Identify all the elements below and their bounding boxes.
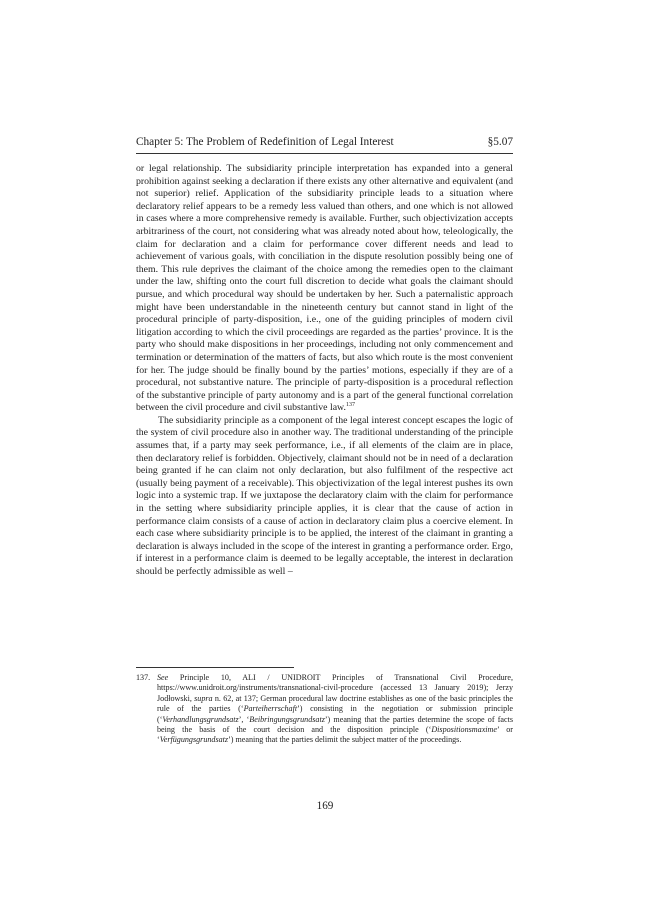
footnote-rule	[136, 667, 294, 668]
footnote	[136, 673, 513, 746]
footnote-term: Parteiherrschaft	[243, 704, 298, 714]
footnote-segment: ’) consisting in the negotiation or submission principle (‘	[157, 704, 513, 724]
paragraph	[136, 163, 513, 415]
footnote-segment: Principle 10, ALI / UNIDROIT Principles of Transnational Civil Procedure, https://www.unidroit.org/instruments/transnational-civil-procedure (accessed 13 January 2019); Jerzy Jodłowski,	[157, 673, 513, 703]
chapter-title: Chapter 5: The Problem of Redefinition of Legal Interest	[136, 136, 394, 148]
footnote-term: Verhandlungsgrundsatz	[162, 714, 239, 724]
footnote-segment: ’) meaning that the parties delimit the subject matter of the proceedings.	[228, 735, 462, 745]
footnote-segment: ’ or ‘	[157, 725, 513, 745]
header-rule	[136, 153, 513, 154]
section-number: §5.07	[487, 136, 513, 148]
footnote-segment: ’, ‘	[238, 714, 250, 724]
footnote-term: Verfügungsgrundsatz	[159, 735, 229, 745]
footnote-segment: n. 62, at 137; German procedural law doctrine establishes as one of the basic principles the rule of the parties (‘	[157, 693, 513, 714]
body-text	[136, 163, 513, 579]
footnote-term: Beibringungsgrundsatz	[249, 714, 325, 724]
running-header	[136, 135, 513, 149]
paragraph-text: or legal relationship. The subsidiarity principle interpretation has expanded into a general prohibition against seeking a declaration if there exists any other alternative and equivalent (and not superior) relief. Application of the subsidiarity principle leads to a situation where declaratory relief appears to be a remedy less valued than others, and one which is not allowed in cases where a more comprehensive remedy is available. Further, such objectivization accepts arbitrariness of the court, not considering what was already noted about how, teleologically, the claim for declaration and a claim for performance cover different needs and lead to achievement of various goals, with conciliation in the dispute resolution possibly being one of them. This rule deprives the claimant of the choice among the remedies open to the claimant under the law, shifting onto the court full discretion to decide what goals the claimant should pursue, and which procedural way should be undertaken by her. Such a paternalistic approach might have been understandable in the nineteenth century but cannot stand in light of the procedural principle of party-disposition, i.e., one of the guiding principles of modern civil litigation according to which the civil proceedings are regarded as the parties’ province. It is the party who should make dispositions in her proceedings, including not only commencement and termination or determination of the matters of facts, but also which route is the most convenient for her. The judge should be finally bound by the parties’ motions, especially if they are of a procedural, not substantive nature. The principle of party-disposition is a procedural reflection of the substantive principle of party autonomy and is a part of the general functional correlation between the civil procedure and civil substantive law.	[136, 163, 513, 414]
footnote-emphasis: supra	[194, 693, 213, 703]
footnote-term: Dispositionsmaxime	[431, 725, 497, 735]
footnote-number: 137.	[136, 673, 151, 682]
footnote-reference[interactable]: 137	[345, 402, 355, 409]
page-number: 169	[316, 800, 334, 812]
paragraph: The subsidiarity principle as a component of the legal interest concept escapes the logic of the system of civil procedure also in another way. The traditional understanding of the principle assumes that, if a party may seek performance, i.e., if all elements of the claim are in place, then declaratory relief is forbidden. Objectively, claimant should not be in need of a declaration being granted if he can claim not only declaration, but also fulfilment of the respective act (usually being payment of a receivable). This objectivization of the legal interest pushes its own logic into a systemic trap. If we juxtapose the declaratory claim with the claim for performance in the setting where subsidiarity principle applies, it is clear that the cause of action in performance claim consists of a cause of action in declaratory claim plus a coercive element. In each case where subsidiarity principle is to be applied, the interest of the claimant in granting a declaration is always included in the scope of the interest in granting a performance order. Ergo, if interest in a performance claim is deemed to be legally acceptable, the interest in declaration should be perfectly admissible as well –	[136, 414, 513, 577]
footnote-segment: ’) meaning that the parties determine the scope of facts being the basis of the court decision and the disposition principle (‘	[157, 714, 513, 735]
footnote-text	[157, 673, 513, 746]
footnote-see: See	[157, 673, 169, 682]
